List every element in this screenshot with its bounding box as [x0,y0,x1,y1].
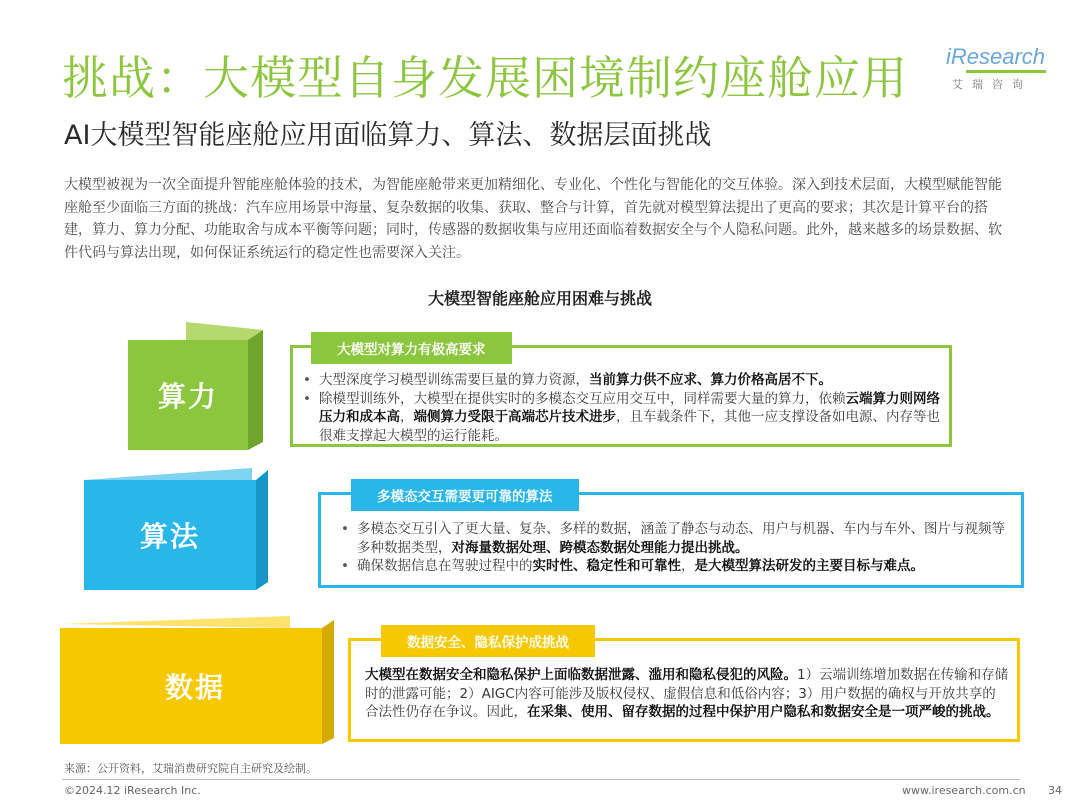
page-title: 挑战：大模型自身发展困境制约座舱应用 [62,51,908,105]
tile-compute [128,322,278,450]
panel-algorithm [318,489,1024,588]
tile-algorithm [84,466,284,594]
copyright: ©2024.12 iResearch Inc. [64,784,201,797]
algorithm-bullets [339,520,1009,576]
tag-algorithm: 多模态交互需要更可靠的算法 [351,479,579,511]
tile-compute-label: 算力 [157,380,218,413]
footer-divider [62,779,1020,780]
tag-compute: 大模型对算力有极高要求 [311,332,512,364]
source-note: 来源：公开资料，艾瑞消费研究院自主研究及绘制。 [64,762,317,775]
page-number: 34 [1048,784,1062,797]
panel-compute [290,342,952,447]
intro-paragraph: 大模型被视为一次全面提升智能座舱体验的技术，为智能座舱带来更加精细化、专业化、个性化与智能化的交互体验。深入到技术层面，大模型赋能智能座舱至少面临三方面的挑战：汽车应用场景中海量、复杂数据的收集、获取、整合与计算，首先就对模型算法提出了更高的要求；其次是计算平台的搭建，算力、算力分配、功能取舍与成本平衡等问题；同时，传感器的数据收集与应用还面临着数据安全与个人隐私问题。此外，越来越多的场景数据、软件代码与算法出现，如何保证系统运行的稳定性也需要深入关注。 [64,177,1002,261]
algorithm-bullet-1: • 多模态交互引入了更大量、复杂、多样的数据，涵盖了静态与动态、用户与机器、车内与车外、图片与视频等多种数据类型，对海量数据处理、跨模态数据处理能力提出挑战。 [339,520,1009,557]
logo-underline [966,70,1046,73]
panel-data [348,635,1020,742]
data-paragraph: 大模型在数据安全和隐私保护上面临数据泄露、滥用和隐私侵犯的风险。1）云端训练增加数据在传输和存储时的泄露可能；2）AIGC内容可能涉及版权侵权、虚假信息和低俗内容；3）用户数据的确权与开放共享的合法性仍存在争议。因此，在采集、使用、留存数据的过程中保护用户隐私和数据安全是一项严峻的挑战。 [365,667,1009,720]
logo-wordmark: iResearch [946,44,1046,69]
iresearch-logo [946,40,1056,100]
tile-algorithm-label: 算法 [139,520,200,553]
compute-bullets [301,371,941,445]
algorithm-bullet-2: • 确保数据信息在驾驶过程中的实时性、稳定性和可靠性，是大模型算法研发的主要目标与难点。 [339,557,1009,576]
website-link[interactable]: www.iresearch.com.cn [902,784,1026,797]
logo-subtitle: 艾瑞咨询 [952,78,1032,91]
tile-data [60,612,340,750]
page-subtitle: AI大模型智能座舱应用面临算力、算法、数据层面挑战 [64,120,712,151]
compute-bullet-1: • 大型深度学习模型训练需要巨量的算力资源，当前算力供不应求、算力价格高居不下。 [301,371,941,390]
tag-data: 数据安全、隐私保护成挑战 [381,625,595,657]
compute-bullet-2: • 除模型训练外，大模型在提供实时的多模态交互应用交互中，同样需要大量的算力，依赖云端算力则网络压力和成本高，端侧算力受限于高端芯片技术进步，且车载条件下，其他一应支撑设备如电源、内存等也很难支撑起大模型的运行能耗。 [301,390,941,446]
diagram-title: 大模型智能座舱应用困难与挑战 [427,289,652,308]
tile-data-label: 数据 [164,671,225,704]
